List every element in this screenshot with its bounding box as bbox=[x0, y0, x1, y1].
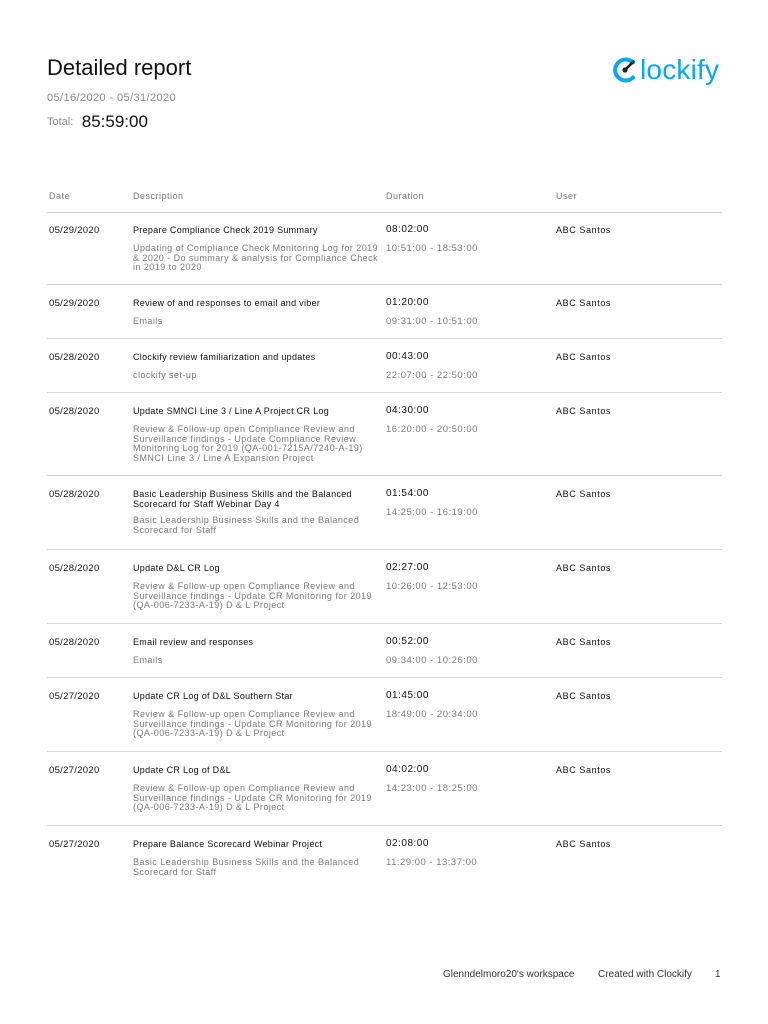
entry-date: 05/28/2020 bbox=[49, 489, 100, 500]
entry-task: Prepare Balance Scorecard Webinar Project bbox=[133, 839, 323, 849]
table-row bbox=[47, 339, 722, 393]
logo-wordmark: lockify bbox=[640, 54, 720, 85]
total-label: Total: bbox=[47, 116, 74, 128]
entry-time-span: 10:26:00 - 12:53:00 bbox=[386, 581, 478, 592]
column-header-description: Description bbox=[133, 191, 184, 201]
entry-task: Basic Leadership Business Skills and the Balanced Scorecard for Staff Webinar Day 4 bbox=[133, 489, 352, 509]
entry-duration: 01:20:00 bbox=[386, 297, 429, 308]
entry-description bbox=[133, 691, 379, 739]
entry-time-span: 09:34:00 - 10:26:00 bbox=[386, 655, 478, 666]
entry-time-span: 10:51:00 - 18:53:00 bbox=[386, 243, 478, 254]
entry-task: Update CR Log of D&L Southern Star bbox=[133, 691, 293, 701]
table-row bbox=[47, 826, 722, 888]
entry-user: ABC Santos bbox=[556, 691, 612, 701]
entry-duration-cell bbox=[386, 839, 536, 868]
table-row bbox=[47, 393, 722, 476]
entry-duration-cell bbox=[386, 489, 536, 518]
entry-duration: 04:02:00 bbox=[386, 764, 429, 775]
footer-page-number: 1 bbox=[715, 969, 721, 980]
page-title: Detailed report bbox=[47, 55, 192, 80]
footer-workspace: Glenndelmoro20's workspace bbox=[443, 969, 575, 980]
entry-description bbox=[133, 225, 379, 273]
entry-time-span: 16:20:00 - 20:50:00 bbox=[386, 424, 478, 435]
footer-created-with: Created with Clockify bbox=[598, 969, 692, 980]
entry-time-span: 09:31:00 - 10:51:00 bbox=[386, 316, 478, 327]
entry-date: 05/27/2020 bbox=[49, 691, 100, 702]
entry-description bbox=[133, 637, 379, 666]
entry-description bbox=[133, 406, 379, 463]
entry-date: 05/27/2020 bbox=[49, 765, 100, 776]
entry-user: ABC Santos bbox=[556, 298, 612, 308]
entry-duration-cell bbox=[386, 352, 536, 381]
entry-task: Update SMNCI Line 3 / Line A Project CR Log bbox=[133, 406, 329, 416]
entry-user: ABC Santos bbox=[556, 637, 612, 647]
entry-user: ABC Santos bbox=[556, 352, 612, 362]
entry-task: Email review and responses bbox=[133, 637, 254, 647]
entry-task: Update CR Log of D&L bbox=[133, 765, 232, 775]
entry-time-span: 22:07:00 - 22:50:00 bbox=[386, 370, 478, 381]
entry-note: Review & Follow-up open Compliance Review and Surveillance findings - Update CR Monitoring for 2019 (QA-006-7233-A-19) D & L Project bbox=[133, 783, 372, 813]
entry-date: 05/29/2020 bbox=[49, 298, 100, 309]
entry-task: Prepare Compliance Check 2019 Summary bbox=[133, 225, 318, 235]
entry-note: clockify set-up bbox=[133, 370, 197, 380]
column-header-duration: Duration bbox=[386, 191, 425, 201]
entry-date: 05/28/2020 bbox=[49, 406, 100, 417]
table-row bbox=[47, 624, 722, 678]
entry-date: 05/28/2020 bbox=[49, 637, 100, 648]
entry-duration-cell bbox=[386, 298, 536, 327]
entry-task: Clockify review familiarization and updates bbox=[133, 352, 316, 362]
entry-duration: 01:54:00 bbox=[386, 488, 429, 499]
entry-description bbox=[133, 352, 379, 381]
entry-note: Basic Leadership Business Skills and the Balanced Scorecard for Staff bbox=[133, 857, 360, 877]
entry-date: 05/29/2020 bbox=[49, 225, 100, 236]
table-row bbox=[47, 550, 722, 624]
entry-task: Update D&L CR Log bbox=[133, 563, 220, 573]
table-row bbox=[47, 285, 722, 339]
entry-time-span: 14:25:00 - 16:19:00 bbox=[386, 507, 478, 518]
entry-note: Review & Follow-up open Compliance Review and Surveillance findings - Update CR Monitoring for 2019 (QA-006-7233-A-19) D & L Project bbox=[133, 581, 372, 611]
entry-time-span: 11:29:00 - 13:37:00 bbox=[386, 857, 478, 868]
clockify-logo bbox=[612, 52, 719, 88]
entry-user: ABC Santos bbox=[556, 765, 612, 775]
entry-date: 05/27/2020 bbox=[49, 839, 100, 850]
table-row bbox=[47, 678, 722, 752]
entry-note: Updating of Compliance Check Monitoring Log for 2019 & 2020 - Do summary & analysis for Compliance Check in 2019 to 2020 bbox=[133, 243, 379, 273]
entry-date: 05/28/2020 bbox=[49, 352, 100, 363]
entry-description bbox=[133, 563, 379, 611]
entry-description bbox=[133, 839, 379, 877]
entry-note: Basic Leadership Business Skills and the Balanced Scorecard for Staff bbox=[133, 515, 360, 535]
entry-time-span: 18:49:00 - 20:34:00 bbox=[386, 709, 478, 720]
entry-note: Emails bbox=[133, 655, 163, 665]
entry-duration-cell bbox=[386, 765, 536, 794]
total-value: 85:59:00 bbox=[81, 112, 148, 131]
entry-user: ABC Santos bbox=[556, 406, 612, 416]
entry-note: Review & Follow-up open Compliance Review and Surveillance findings - Update CR Monitoring for 2019 (QA-006-7233-A-19) D & L Project bbox=[133, 709, 372, 739]
entry-date: 05/28/2020 bbox=[49, 563, 100, 574]
clockify-logo-icon bbox=[612, 56, 638, 84]
time-entries-table bbox=[47, 212, 722, 888]
entry-user: ABC Santos bbox=[556, 563, 612, 573]
entry-task: Review of and responses to email and viber bbox=[133, 298, 321, 308]
entry-duration-cell bbox=[386, 691, 536, 720]
entry-duration: 00:43:00 bbox=[386, 351, 429, 362]
entry-duration: 00:52:00 bbox=[386, 636, 429, 647]
column-header-date: Date bbox=[49, 191, 71, 201]
entry-time-span: 14:23:00 - 18:25:00 bbox=[386, 783, 478, 794]
entry-note: Review & Follow-up open Compliance Review and Surveillance findings - Update Compliance Review Monitoring Log for 2019 (QA-001-7215A/7240-A-19) SMNCI Line 3 / Line A Expansion Project bbox=[133, 424, 363, 463]
entry-duration: 04:30:00 bbox=[386, 405, 429, 416]
entry-duration-cell bbox=[386, 406, 536, 435]
table-row bbox=[47, 752, 722, 826]
entry-user: ABC Santos bbox=[556, 839, 612, 849]
entry-duration: 01:45:00 bbox=[386, 690, 429, 701]
date-range: 05/16/2020 - 05/31/2020 bbox=[47, 92, 177, 104]
entry-duration-cell bbox=[386, 563, 536, 592]
table-header bbox=[47, 186, 722, 213]
entry-duration: 02:27:00 bbox=[386, 562, 429, 573]
entry-description bbox=[133, 489, 379, 535]
total-summary bbox=[47, 112, 148, 132]
entry-user: ABC Santos bbox=[556, 225, 612, 235]
entry-duration: 08:02:00 bbox=[386, 224, 429, 235]
table-row bbox=[47, 476, 722, 550]
entry-duration-cell bbox=[386, 225, 536, 254]
entry-description bbox=[133, 298, 379, 327]
entry-description bbox=[133, 765, 379, 813]
entry-note: Emails bbox=[133, 316, 163, 326]
column-header-user: User bbox=[556, 191, 578, 201]
table-row bbox=[47, 212, 722, 285]
entry-duration-cell bbox=[386, 637, 536, 666]
entry-user: ABC Santos bbox=[556, 489, 612, 499]
entry-duration: 02:08:00 bbox=[386, 838, 429, 849]
